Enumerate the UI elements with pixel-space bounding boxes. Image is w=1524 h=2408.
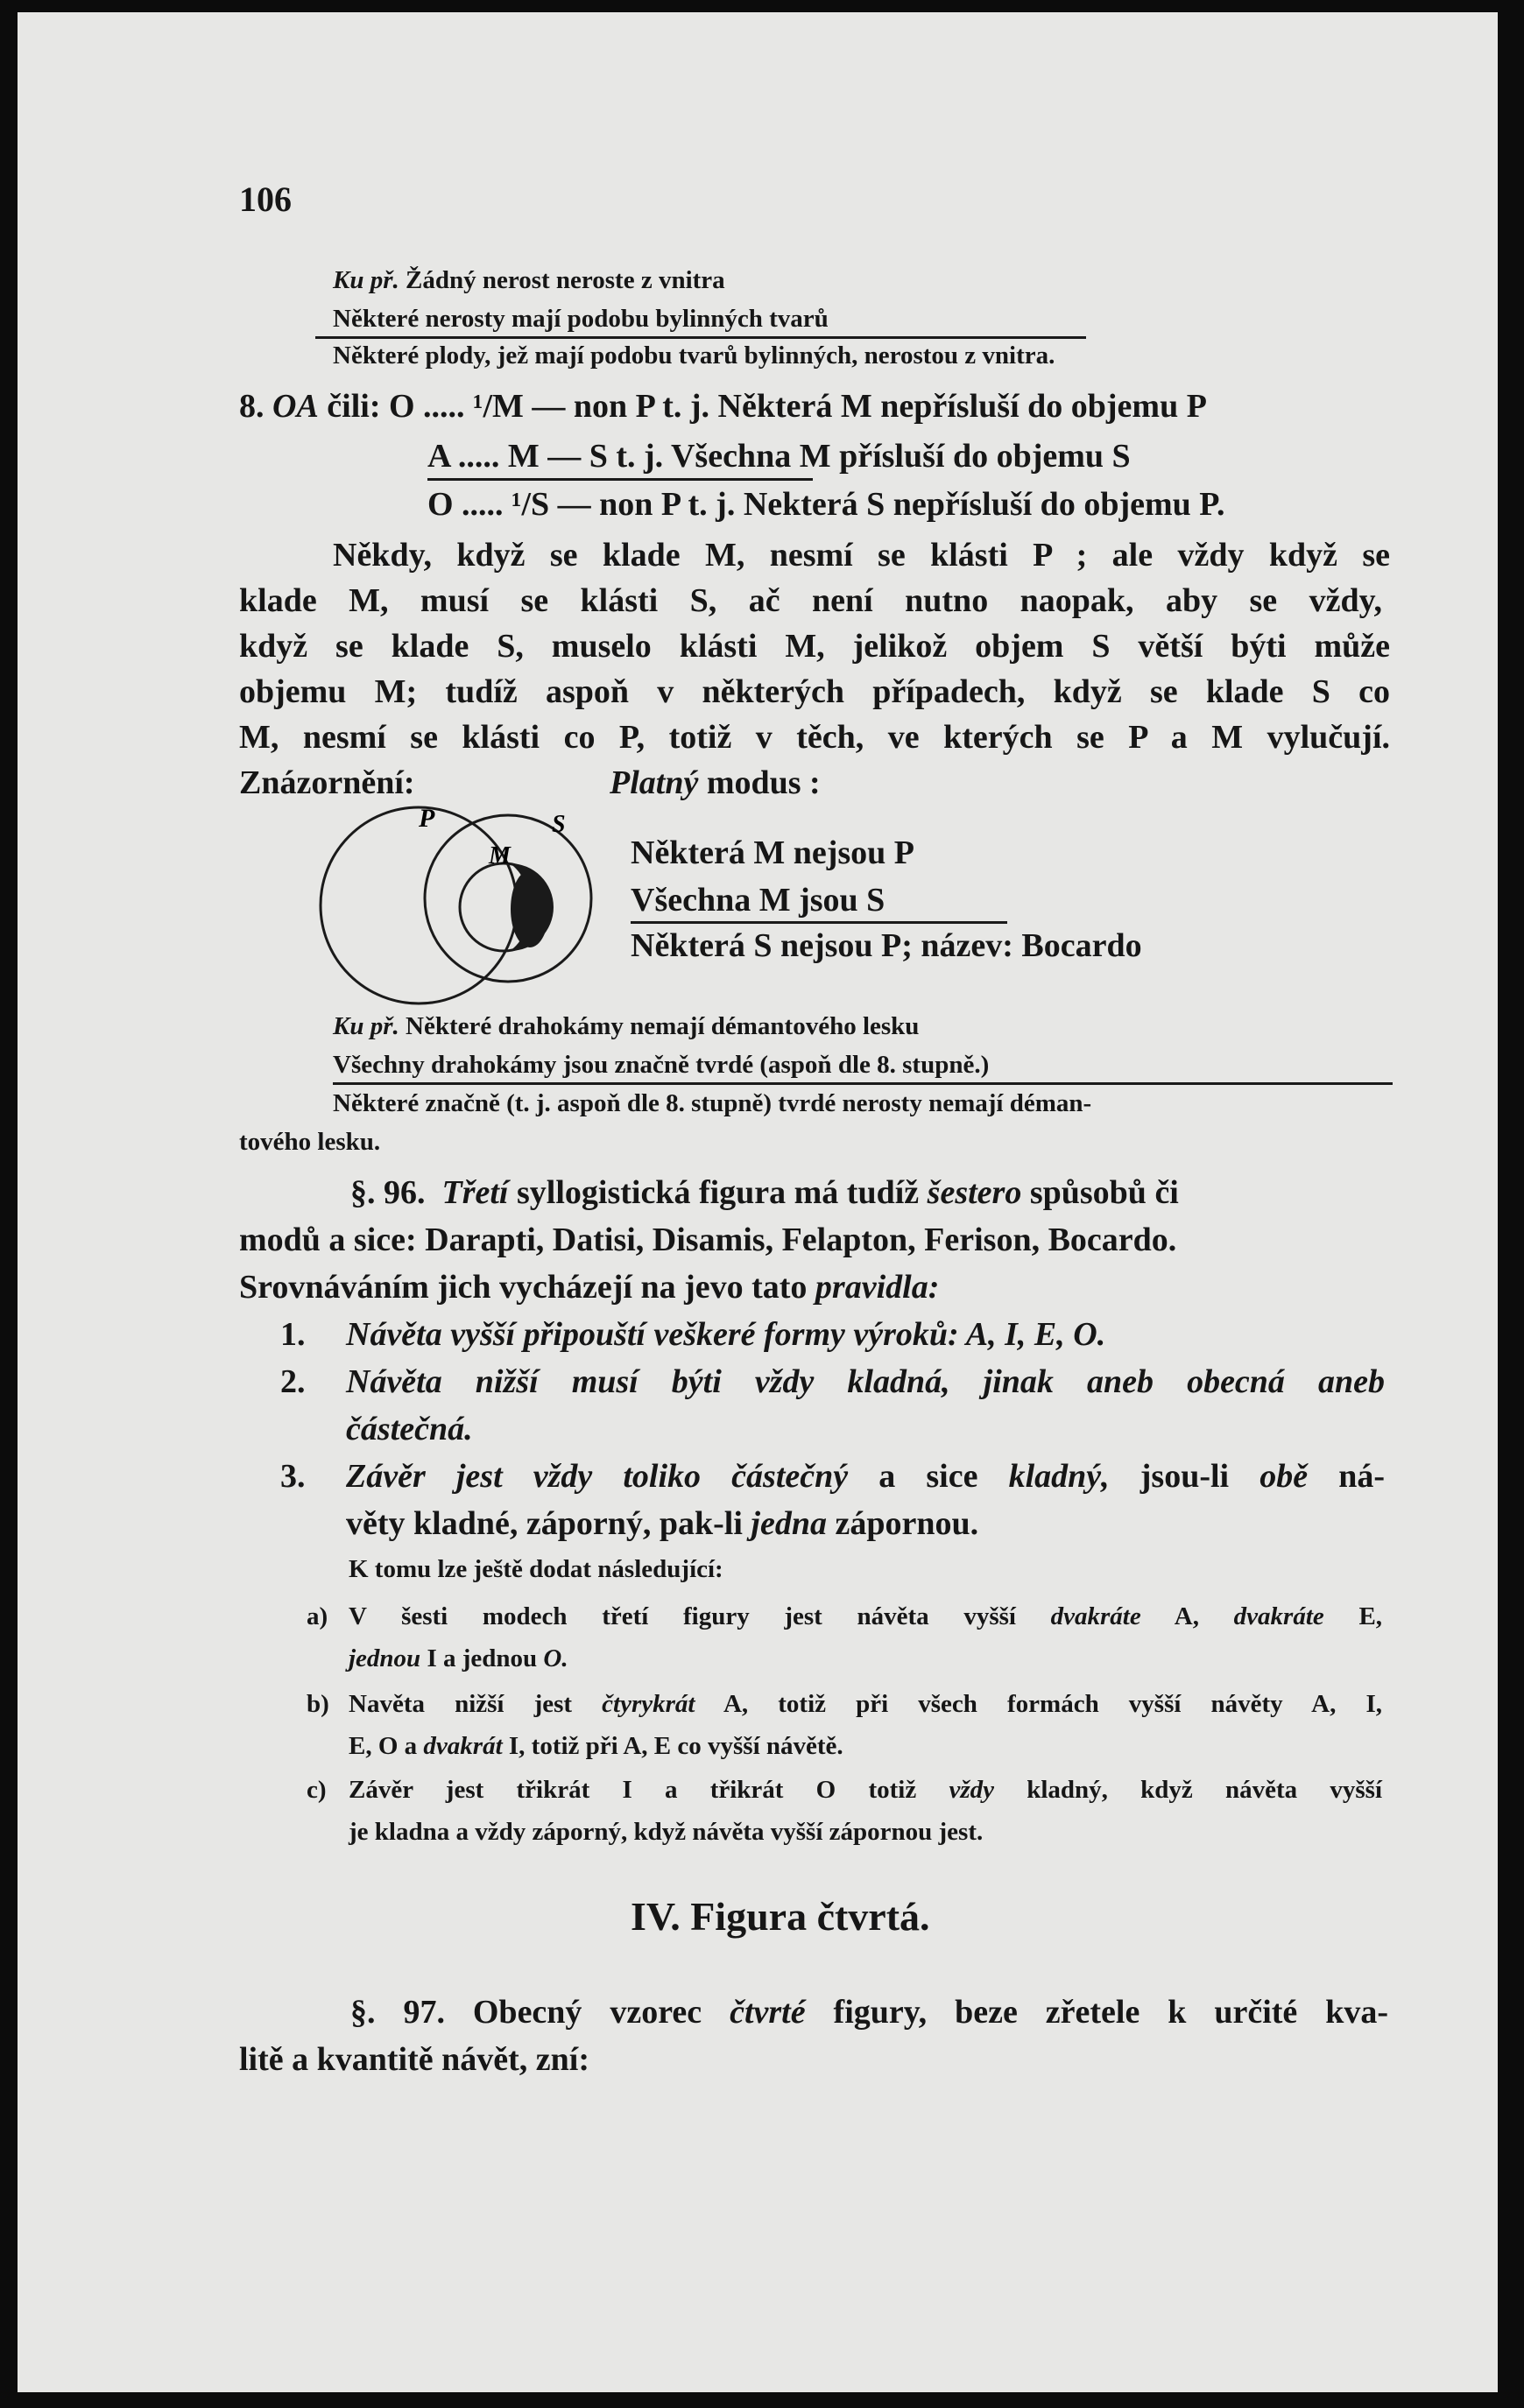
syllogism-conclusion: Některá S nejsou P; název: Bocardo xyxy=(631,927,1142,964)
rule-3-italic-4: jedna xyxy=(751,1505,827,1542)
rule-3-text-4: věty kladné, záporný, pak-li xyxy=(346,1505,743,1542)
example-2-premise-2: Všechny drahokámy jsou značně tvrdé (aspoň dle 8. stupně.) xyxy=(333,1051,990,1079)
valid-label-rest: modus : xyxy=(706,764,821,801)
note-a-text-3: E, xyxy=(1358,1602,1383,1630)
valid-label-italic: Platný xyxy=(610,764,699,801)
rule-3-text-5: zápornou. xyxy=(835,1505,979,1542)
example-1-conclusion: Některé plody, jež mají podobu tvarů bylinných, nerostou z vnitra. xyxy=(333,341,1055,370)
rule-2-number: 2. xyxy=(280,1363,306,1400)
valid-mode-label xyxy=(610,764,821,802)
example-1-premise-1 xyxy=(333,266,725,295)
note-b-mark: b) xyxy=(307,1690,329,1718)
example-2-text-1: Některé drahokámy nemají démantového lesku xyxy=(406,1012,920,1040)
paragraph-line-4: objemu M; tudíž aspoň v některých případech, když se klade S co xyxy=(239,673,1390,710)
note-b-italic-2: dvakrát xyxy=(423,1732,503,1760)
section-96-line-2: modů a sice: Darapti, Datisi, Disamis, Felapton, Ferison, Bocardo. xyxy=(239,1222,1177,1258)
rule-3-text-3: ná- xyxy=(1338,1458,1386,1495)
section-97-number: §. 97. xyxy=(350,1994,445,2031)
section-96-line-1 xyxy=(350,1173,1179,1212)
shaded-fill xyxy=(511,870,549,947)
note-a-line-1 xyxy=(349,1602,1382,1631)
mode-8-conclusion: O ..... ¹/S — non P t. j. Nekterá S nepřísluší do objemu P. xyxy=(427,486,1225,523)
section-97-line-2: litě a kvantitě návět, zní: xyxy=(239,2041,590,2078)
addition-line: K tomu lze ještě dodat následující: xyxy=(349,1555,723,1583)
note-c-text-1: Závěr jest třikrát I a třikrát O totiž xyxy=(349,1776,917,1804)
section-96-rules-word: pravidla: xyxy=(815,1269,940,1306)
note-a-line-2 xyxy=(349,1644,568,1673)
rule-3-text-1: a sice xyxy=(878,1458,978,1495)
mode-8-premise-1: čili: O ..... ¹/M — non P t. j. Některá M nepřísluší do objemu P xyxy=(327,388,1207,425)
rule-2-text: Návěta nižší musí býti vždy kladná, jinak aneb obecná aneb xyxy=(346,1363,1385,1400)
note-b-line-1 xyxy=(349,1690,1382,1719)
note-a-mark: a) xyxy=(307,1602,328,1630)
section-96-text-3: Srovnáváním jich vycházejí na jevo tato xyxy=(239,1269,808,1306)
section-97-text-2: figury, beze zřetele k určité kva- xyxy=(833,1994,1388,2031)
section-96-text-2: spůsobů či xyxy=(1029,1174,1179,1211)
example-2-rule xyxy=(333,1082,1393,1085)
label-m: M xyxy=(489,842,511,870)
paragraph-line-2: klade M, musí se klásti S, ač není nutno naopak, aby se vždy, xyxy=(239,582,1382,619)
depiction-label: Znázornění: xyxy=(239,764,415,801)
section-96-line-3 xyxy=(239,1268,939,1306)
rule-2-text-2: částečná. xyxy=(346,1411,473,1447)
note-a-italic-1: dvakráte xyxy=(1050,1602,1141,1630)
section-97-line-1 xyxy=(350,1993,1388,2031)
rule-3-text-2: jsou-li xyxy=(1139,1458,1230,1495)
syllogism-premise-1: Některá M nejsou P xyxy=(631,834,914,871)
rule-1-text: Návěta vyšší připouští veškeré formy výroků: A, I, E, O. xyxy=(346,1316,1106,1353)
circle-p xyxy=(321,807,517,1003)
mode-8-name: OA xyxy=(272,388,319,425)
syllogism-rule xyxy=(631,921,1007,924)
premise-rule-2 xyxy=(427,478,813,481)
example-1-premise-2: Některé nerosty mají podobu bylinných tvarů xyxy=(333,305,829,333)
premise-rule-1 xyxy=(315,336,1086,339)
note-c-italic-1: vždy xyxy=(949,1776,994,1804)
note-a-italic-4: O. xyxy=(543,1644,568,1672)
note-b-text-4: I, totiž při A, E co vyšší návětě. xyxy=(508,1732,843,1760)
section-96-italic-2: šestero xyxy=(927,1174,1022,1211)
example-2-conclusion-2: tového lesku. xyxy=(239,1128,381,1156)
note-a-italic-2: dvakráte xyxy=(1233,1602,1324,1630)
rule-3-italic-1: Závěr jest vždy toliko částečný xyxy=(346,1458,849,1495)
section-96-number: §. 96. xyxy=(350,1174,426,1211)
note-c-mark: c) xyxy=(307,1776,327,1804)
example-1-text-1: Žádný nerost neroste z vnitra xyxy=(406,266,725,294)
example-1-lead: Ku př. xyxy=(333,266,399,294)
note-b-text-2: A, totiž při všech formách vyšší návěty A, I, xyxy=(723,1690,1383,1718)
note-c-text-2: kladný, když návěta vyšší xyxy=(1027,1776,1383,1804)
note-a-italic-3: jednou xyxy=(349,1644,421,1672)
example-2-conclusion-1: Některé značně (t. j. aspoň dle 8. stupně) tvrdé nerosty nemají déman- xyxy=(333,1089,1092,1117)
section-96-text-1: syllogistická figura má tudíž xyxy=(516,1174,920,1211)
note-c-line-2: je kladna a vždy záporný, když návěta vyšší zápornou jest. xyxy=(349,1818,984,1846)
note-c-line-1 xyxy=(349,1776,1382,1805)
syllogism-premise-2: Všechna M jsou S xyxy=(631,882,885,919)
mode-8-premise-2: A ..... M — S t. j. Všechna M přísluší do objemu S xyxy=(427,438,1131,475)
rule-3-italic-2: kladný, xyxy=(1008,1458,1110,1495)
section-97-text-1: Obecný vzorec xyxy=(472,1994,702,2031)
mode-8-number: 8. xyxy=(239,388,265,425)
paragraph-line-1: Někdy, když se klade M, nesmí se klásti P ; ale vždy když se xyxy=(333,537,1390,574)
note-b-line-2 xyxy=(349,1732,843,1761)
paragraph-line-5: M, nesmí se klásti co P, totiž v těch, ve kterých se P a M vylučují. xyxy=(239,719,1390,756)
mode-8-line-1 xyxy=(239,387,1207,426)
circle-s xyxy=(425,815,591,982)
section-heading: IV. Figura čtvrtá. xyxy=(631,1894,930,1939)
note-b-italic-1: čtyrykrát xyxy=(602,1690,695,1718)
paragraph-line-3: když se klade S, muselo klásti M, jelikož objem S větší býti může xyxy=(239,628,1390,665)
rule-3-number: 3. xyxy=(280,1458,306,1495)
rule-3-line-2 xyxy=(346,1504,978,1543)
example-2-premise-1 xyxy=(333,1012,919,1041)
note-b-text-3: E, O a xyxy=(349,1732,418,1760)
example-2-lead: Ku př. xyxy=(333,1012,399,1040)
page-number: 106 xyxy=(239,180,292,219)
label-p: P xyxy=(419,804,435,833)
section-96-italic-1: Třetí xyxy=(441,1174,509,1211)
rule-1-number: 1. xyxy=(280,1316,306,1353)
rule-3-text xyxy=(346,1457,1385,1496)
note-b-text-1: Navěta nižší jest xyxy=(349,1690,573,1718)
section-97-italic: čtvrté xyxy=(730,1994,806,2031)
book-page xyxy=(18,12,1498,2392)
venn-diagram xyxy=(315,800,604,1019)
label-s: S xyxy=(552,811,566,838)
note-a-text-4: I a jednou xyxy=(427,1644,538,1672)
rule-3-italic-3: obě xyxy=(1259,1458,1309,1495)
note-a-text-2: A, xyxy=(1174,1602,1199,1630)
note-a-text-1: V šesti modech třetí figury jest návěta vyšší xyxy=(349,1602,1016,1630)
